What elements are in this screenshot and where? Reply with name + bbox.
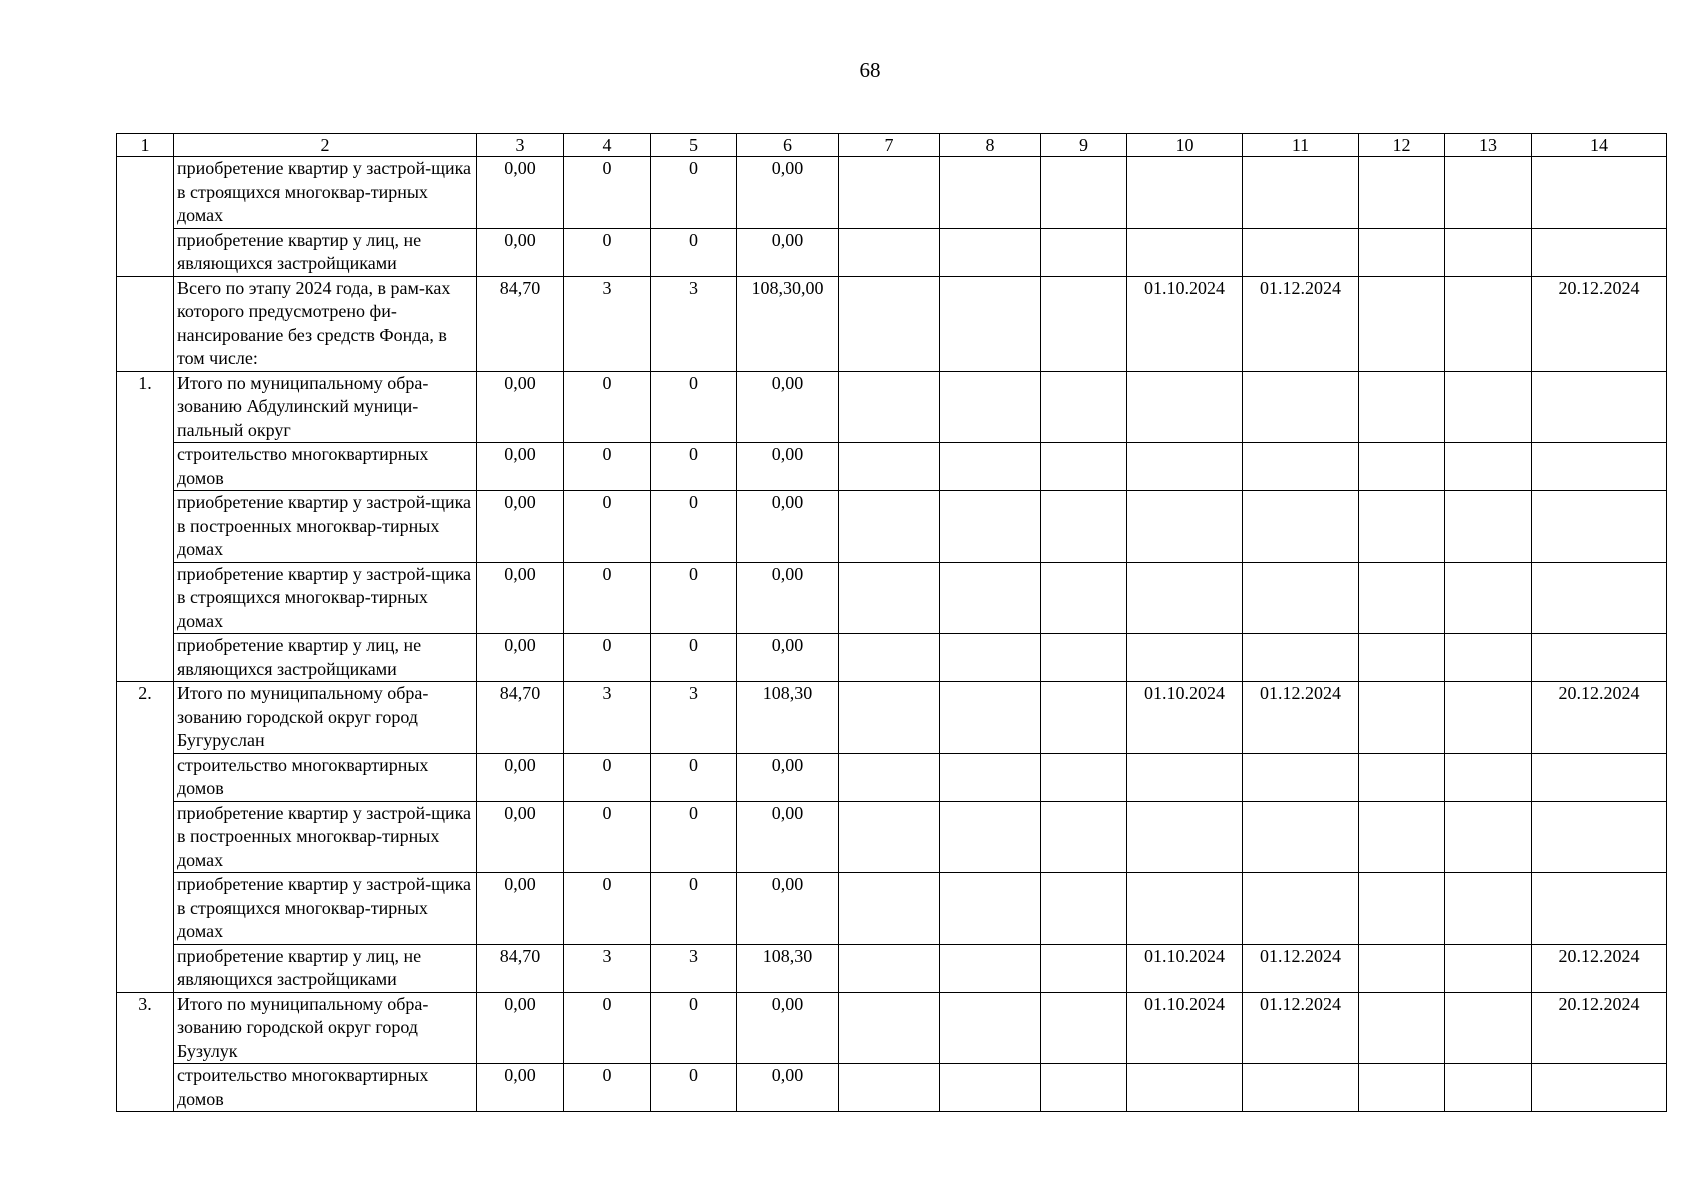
row-number: 1. — [117, 371, 174, 443]
table-row — [117, 873, 1667, 945]
row-name: приобретение квартир у лиц, не являющихся застройщиками — [174, 634, 477, 682]
cell-col8 — [940, 228, 1041, 276]
row-name: приобретение квартир у застрой-щика в строящихся многоквар-тирных домах — [174, 562, 477, 634]
cell-col9 — [1041, 371, 1127, 443]
cell-col10 — [1127, 753, 1243, 801]
row-name: строительство многоквартирных домов — [174, 753, 477, 801]
column-number: 5 — [651, 134, 737, 157]
cell-col4: 0 — [564, 801, 651, 873]
table-row — [117, 634, 1667, 682]
row-number — [117, 753, 174, 801]
cell-col3: 0,00 — [477, 753, 564, 801]
cell-col7 — [839, 753, 940, 801]
cell-col9 — [1041, 944, 1127, 992]
cell-col14 — [1532, 801, 1667, 873]
cell-col7 — [839, 992, 940, 1064]
cell-col12 — [1359, 443, 1445, 491]
cell-col9 — [1041, 992, 1127, 1064]
cell-col12 — [1359, 491, 1445, 563]
row-number: 3. — [117, 992, 174, 1064]
cell-col10: 01.10.2024 — [1127, 682, 1243, 754]
column-number: 4 — [564, 134, 651, 157]
cell-col11 — [1243, 228, 1359, 276]
row-number: 2. — [117, 682, 174, 754]
cell-col3: 0,00 — [477, 634, 564, 682]
cell-col5: 3 — [651, 276, 737, 371]
table-row — [117, 157, 1667, 229]
row-number — [117, 801, 174, 873]
cell-col5: 0 — [651, 801, 737, 873]
column-number: 7 — [839, 134, 940, 157]
cell-col5: 0 — [651, 753, 737, 801]
cell-col8 — [940, 1064, 1041, 1112]
cell-col14 — [1532, 491, 1667, 563]
cell-col4: 0 — [564, 1064, 651, 1112]
cell-col6: 0,00 — [737, 992, 839, 1064]
cell-col14: 20.12.2024 — [1532, 682, 1667, 754]
cell-col4: 3 — [564, 682, 651, 754]
cell-col12 — [1359, 1064, 1445, 1112]
cell-col9 — [1041, 873, 1127, 945]
cell-col10 — [1127, 371, 1243, 443]
cell-col12 — [1359, 634, 1445, 682]
table-row — [117, 992, 1667, 1064]
table-row — [117, 562, 1667, 634]
cell-col4: 0 — [564, 873, 651, 945]
cell-col7 — [839, 801, 940, 873]
cell-col3: 0,00 — [477, 992, 564, 1064]
cell-col7 — [839, 562, 940, 634]
cell-col4: 0 — [564, 157, 651, 229]
cell-col14 — [1532, 634, 1667, 682]
cell-col5: 3 — [651, 944, 737, 992]
cell-col8 — [940, 873, 1041, 945]
table-row — [117, 801, 1667, 873]
row-name: Всего по этапу 2024 года, в рам-ках которого предусмотрено фи-нансирование без средств Фонда, в том числе: — [174, 276, 477, 371]
row-number — [117, 276, 174, 371]
cell-col8 — [940, 634, 1041, 682]
cell-col10 — [1127, 873, 1243, 945]
cell-col7 — [839, 491, 940, 563]
cell-col14: 20.12.2024 — [1532, 276, 1667, 371]
cell-col11 — [1243, 873, 1359, 945]
cell-col4: 3 — [564, 944, 651, 992]
cell-col14: 20.12.2024 — [1532, 992, 1667, 1064]
cell-col3: 0,00 — [477, 562, 564, 634]
cell-col8 — [940, 801, 1041, 873]
cell-col13 — [1445, 873, 1532, 945]
cell-col7 — [839, 228, 940, 276]
cell-col3: 0,00 — [477, 491, 564, 563]
cell-col3: 84,70 — [477, 682, 564, 754]
cell-col5: 0 — [651, 1064, 737, 1112]
cell-col8 — [940, 276, 1041, 371]
cell-col3: 0,00 — [477, 228, 564, 276]
cell-col8 — [940, 682, 1041, 754]
cell-col5: 0 — [651, 228, 737, 276]
cell-col11 — [1243, 753, 1359, 801]
cell-col9 — [1041, 157, 1127, 229]
row-name: строительство многоквартирных домов — [174, 1064, 477, 1112]
cell-col9 — [1041, 634, 1127, 682]
cell-col8 — [940, 157, 1041, 229]
cell-col6: 0,00 — [737, 157, 839, 229]
cell-col4: 0 — [564, 562, 651, 634]
row-number — [117, 157, 174, 229]
cell-col6: 0,00 — [737, 443, 839, 491]
cell-col11 — [1243, 1064, 1359, 1112]
table-row — [117, 443, 1667, 491]
column-number-row — [117, 134, 1667, 157]
page-number: 68 — [859, 58, 881, 82]
cell-col14 — [1532, 873, 1667, 945]
cell-col6: 0,00 — [737, 562, 839, 634]
row-number — [117, 443, 174, 491]
cell-col6: 0,00 — [737, 873, 839, 945]
cell-col7 — [839, 944, 940, 992]
cell-col11: 01.12.2024 — [1243, 992, 1359, 1064]
row-name: приобретение квартир у застрой-щика в строящихся многоквар-тирных домах — [174, 157, 477, 229]
row-number — [117, 873, 174, 945]
row-name: строительство многоквартирных домов — [174, 443, 477, 491]
cell-col13 — [1445, 753, 1532, 801]
column-number: 11 — [1243, 134, 1359, 157]
cell-col13 — [1445, 562, 1532, 634]
cell-col5: 0 — [651, 634, 737, 682]
cell-col9 — [1041, 1064, 1127, 1112]
cell-col12 — [1359, 682, 1445, 754]
row-name: приобретение квартир у застрой-щика в построенных многоквар-тирных домах — [174, 801, 477, 873]
cell-col8 — [940, 443, 1041, 491]
cell-col10 — [1127, 491, 1243, 563]
cell-col9 — [1041, 443, 1127, 491]
cell-col9 — [1041, 753, 1127, 801]
row-number — [117, 491, 174, 563]
cell-col8 — [940, 753, 1041, 801]
column-number: 9 — [1041, 134, 1127, 157]
row-name: приобретение квартир у застрой-щика в строящихся многоквар-тирных домах — [174, 873, 477, 945]
cell-col7 — [839, 1064, 940, 1112]
cell-col13 — [1445, 634, 1532, 682]
cell-col13 — [1445, 371, 1532, 443]
cell-col7 — [839, 371, 940, 443]
row-name: Итого по муниципальному обра-зованию городской округ город Бугуруслан — [174, 682, 477, 754]
cell-col3: 0,00 — [477, 1064, 564, 1112]
cell-col6: 0,00 — [737, 371, 839, 443]
cell-col12 — [1359, 157, 1445, 229]
column-number: 8 — [940, 134, 1041, 157]
cell-col5: 0 — [651, 157, 737, 229]
cell-col12 — [1359, 753, 1445, 801]
cell-col11 — [1243, 801, 1359, 873]
row-number — [117, 228, 174, 276]
cell-col14 — [1532, 562, 1667, 634]
table-row — [117, 753, 1667, 801]
cell-col6: 0,00 — [737, 753, 839, 801]
cell-col11 — [1243, 491, 1359, 563]
cell-col11 — [1243, 443, 1359, 491]
column-number: 2 — [174, 134, 477, 157]
cell-col11: 01.12.2024 — [1243, 944, 1359, 992]
cell-col5: 0 — [651, 491, 737, 563]
column-number: 3 — [477, 134, 564, 157]
cell-col13 — [1445, 443, 1532, 491]
cell-col10 — [1127, 634, 1243, 682]
cell-col8 — [940, 371, 1041, 443]
cell-col9 — [1041, 276, 1127, 371]
cell-col6: 0,00 — [737, 1064, 839, 1112]
cell-col3: 0,00 — [477, 443, 564, 491]
table-row — [117, 944, 1667, 992]
cell-col8 — [940, 491, 1041, 563]
cell-col3: 0,00 — [477, 157, 564, 229]
cell-col7 — [839, 443, 940, 491]
column-number: 6 — [737, 134, 839, 157]
cell-col14: 20.12.2024 — [1532, 944, 1667, 992]
column-number: 10 — [1127, 134, 1243, 157]
table-row — [117, 228, 1667, 276]
table-row — [117, 682, 1667, 754]
cell-col5: 0 — [651, 873, 737, 945]
column-number: 1 — [117, 134, 174, 157]
cell-col10 — [1127, 443, 1243, 491]
cell-col13 — [1445, 1064, 1532, 1112]
row-name: приобретение квартир у лиц, не являющихся застройщиками — [174, 228, 477, 276]
cell-col12 — [1359, 562, 1445, 634]
cell-col4: 0 — [564, 443, 651, 491]
cell-col4: 3 — [564, 276, 651, 371]
cell-col8 — [940, 992, 1041, 1064]
cell-col13 — [1445, 944, 1532, 992]
cell-col13 — [1445, 491, 1532, 563]
cell-col9 — [1041, 562, 1127, 634]
cell-col10 — [1127, 228, 1243, 276]
column-number: 14 — [1532, 134, 1667, 157]
row-number — [117, 634, 174, 682]
table-row — [117, 371, 1667, 443]
cell-col12 — [1359, 371, 1445, 443]
cell-col13 — [1445, 157, 1532, 229]
cell-col7 — [839, 873, 940, 945]
row-name: Итого по муниципальному обра-зованию Абдулинский муници-пальный округ — [174, 371, 477, 443]
column-number: 13 — [1445, 134, 1532, 157]
column-number: 12 — [1359, 134, 1445, 157]
cell-col14 — [1532, 228, 1667, 276]
cell-col10: 01.10.2024 — [1127, 944, 1243, 992]
cell-col10 — [1127, 157, 1243, 229]
cell-col7 — [839, 682, 940, 754]
cell-col5: 0 — [651, 992, 737, 1064]
cell-col10: 01.10.2024 — [1127, 276, 1243, 371]
cell-col13 — [1445, 276, 1532, 371]
table-row — [117, 491, 1667, 563]
cell-col6: 108,30,00 — [737, 276, 839, 371]
cell-col4: 0 — [564, 371, 651, 443]
cell-col14 — [1532, 753, 1667, 801]
cell-col5: 0 — [651, 562, 737, 634]
row-number — [117, 1064, 174, 1112]
row-name: Итого по муниципальному обра-зованию городской округ город Бузулук — [174, 992, 477, 1064]
cell-col12 — [1359, 228, 1445, 276]
cell-col3: 0,00 — [477, 801, 564, 873]
cell-col10 — [1127, 801, 1243, 873]
table-row — [117, 276, 1667, 371]
cell-col6: 108,30 — [737, 682, 839, 754]
cell-col9 — [1041, 228, 1127, 276]
cell-col6: 0,00 — [737, 491, 839, 563]
cell-col4: 0 — [564, 491, 651, 563]
cell-col3: 0,00 — [477, 371, 564, 443]
cell-col10 — [1127, 562, 1243, 634]
cell-col6: 108,30 — [737, 944, 839, 992]
table-row — [117, 1064, 1667, 1112]
cell-col14 — [1532, 157, 1667, 229]
cell-col14 — [1532, 443, 1667, 491]
cell-col12 — [1359, 276, 1445, 371]
row-number — [117, 562, 174, 634]
cell-col11 — [1243, 157, 1359, 229]
cell-col5: 0 — [651, 443, 737, 491]
cell-col10 — [1127, 1064, 1243, 1112]
cell-col13 — [1445, 801, 1532, 873]
cell-col11 — [1243, 371, 1359, 443]
cell-col3: 84,70 — [477, 276, 564, 371]
cell-col11: 01.12.2024 — [1243, 276, 1359, 371]
row-name: приобретение квартир у застрой-щика в построенных многоквар-тирных домах — [174, 491, 477, 563]
cell-col13 — [1445, 228, 1532, 276]
cell-col4: 0 — [564, 228, 651, 276]
cell-col5: 3 — [651, 682, 737, 754]
cell-col11: 01.12.2024 — [1243, 682, 1359, 754]
cell-col4: 0 — [564, 753, 651, 801]
cell-col3: 84,70 — [477, 944, 564, 992]
cell-col13 — [1445, 992, 1532, 1064]
cell-col5: 0 — [651, 371, 737, 443]
cell-col12 — [1359, 992, 1445, 1064]
cell-col8 — [940, 944, 1041, 992]
cell-col14 — [1532, 371, 1667, 443]
cell-col14 — [1532, 1064, 1667, 1112]
row-name: приобретение квартир у лиц, не являющихся застройщиками — [174, 944, 477, 992]
cell-col9 — [1041, 682, 1127, 754]
cell-col4: 0 — [564, 634, 651, 682]
cell-col9 — [1041, 491, 1127, 563]
cell-col12 — [1359, 801, 1445, 873]
cell-col3: 0,00 — [477, 873, 564, 945]
cell-col4: 0 — [564, 992, 651, 1064]
cell-col6: 0,00 — [737, 801, 839, 873]
cell-col11 — [1243, 562, 1359, 634]
cell-col6: 0,00 — [737, 228, 839, 276]
cell-col9 — [1041, 801, 1127, 873]
row-number — [117, 944, 174, 992]
cell-col7 — [839, 276, 940, 371]
cell-col7 — [839, 157, 940, 229]
cell-col13 — [1445, 682, 1532, 754]
cell-col12 — [1359, 873, 1445, 945]
data-table — [116, 133, 1667, 1112]
cell-col8 — [940, 562, 1041, 634]
cell-col7 — [839, 634, 940, 682]
cell-col10: 01.10.2024 — [1127, 992, 1243, 1064]
cell-col11 — [1243, 634, 1359, 682]
cell-col6: 0,00 — [737, 634, 839, 682]
cell-col12 — [1359, 944, 1445, 992]
